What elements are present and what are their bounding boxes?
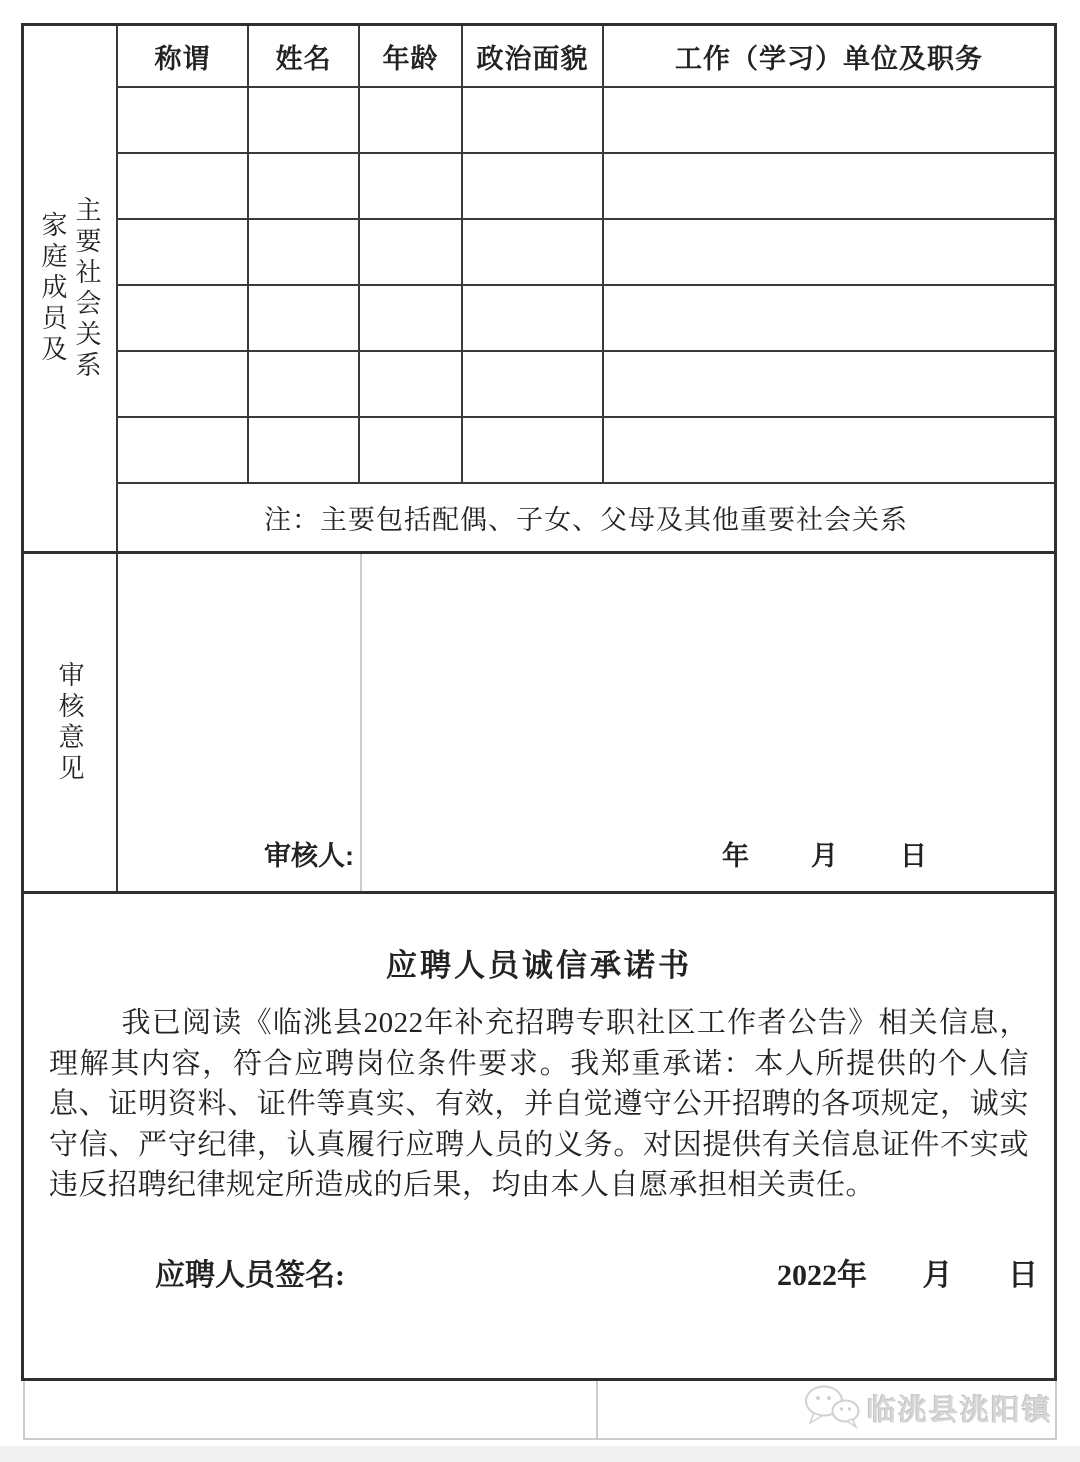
signature-year-label: 2022年 <box>777 1258 867 1292</box>
family-empty-cell <box>118 88 247 152</box>
review-section <box>24 554 1054 894</box>
review-left-area <box>118 554 362 891</box>
review-month-label: 月 <box>811 841 838 871</box>
page-bottom-shade <box>0 1446 1080 1462</box>
family-empty-cell <box>463 154 602 218</box>
reviewer-label: 审核人: <box>264 841 354 871</box>
family-empty-cell <box>604 418 1054 482</box>
family-empty-cell <box>249 352 358 416</box>
review-row-label: 审核意见 <box>55 660 85 785</box>
family-empty-cell <box>604 286 1054 350</box>
family-row-label <box>36 196 104 382</box>
application-form-table <box>21 23 1057 1381</box>
review-row-label-cell <box>24 554 118 891</box>
family-empty-cell <box>360 220 461 284</box>
signature-label: 应聘人员签名: <box>155 1258 345 1292</box>
family-empty-cell <box>604 88 1054 152</box>
header-political-status: 政治面貌 <box>463 26 602 86</box>
footer-divider <box>596 1381 598 1438</box>
family-empty-cell <box>463 418 602 482</box>
review-year-label: 年 <box>722 841 749 871</box>
wechat-icon <box>803 1383 861 1434</box>
family-grid <box>118 26 1054 551</box>
family-row-label-line-2: 主要社会关系 <box>72 195 102 382</box>
header-title: 称谓 <box>118 26 247 86</box>
family-empty-cell <box>360 352 461 416</box>
family-note: 注：主要包括配偶、子女、父母及其他重要社会关系 <box>118 484 1054 551</box>
family-empty-cell <box>118 154 247 218</box>
family-empty-cell <box>249 220 358 284</box>
family-empty-cell <box>249 418 358 482</box>
watermark <box>803 1383 1053 1434</box>
family-empty-cell <box>249 286 358 350</box>
family-empty-cell <box>360 88 461 152</box>
family-empty-cell <box>604 352 1054 416</box>
family-empty-cell <box>249 88 358 152</box>
family-empty-cell <box>463 286 602 350</box>
family-empty-cell <box>463 352 602 416</box>
commitment-title: 应聘人员诚信承诺书 <box>386 948 692 983</box>
family-section <box>24 26 1054 554</box>
commitment-body: 我已阅读《临洮县2022年补充招聘专职社区工作者公告》相关信息，理解其内容，符合应聘岗位条件要求。我郑重承诺：本人所提供的个人信息、证明资料、证件等真实、有效，并自觉遵守公开招聘的各项规定，诚实守信、严守纪律，认真履行应聘人员的义务。对因提供有关信息证件不实或违反招聘纪律规定所造成的后果，均由本人自愿承担相关责任。 <box>49 1007 1029 1201</box>
family-row-label-cell <box>24 26 118 551</box>
signature-month-label: 月 <box>922 1258 953 1292</box>
family-row-label-line-1: 家庭成员及 <box>38 211 68 366</box>
family-empty-cell <box>463 88 602 152</box>
family-empty-cell <box>249 154 358 218</box>
family-empty-cell <box>604 154 1054 218</box>
review-day-label: 日 <box>900 841 927 871</box>
watermark-text: 临洮县洮阳镇 <box>866 1395 1053 1427</box>
review-date-area <box>362 554 1054 891</box>
header-age: 年龄 <box>360 26 461 86</box>
footer-row <box>23 1381 1057 1440</box>
family-empty-cell <box>463 220 602 284</box>
family-empty-cell <box>360 418 461 482</box>
signature-day-label: 日 <box>1008 1258 1038 1292</box>
commitment-section <box>24 894 1054 1378</box>
family-empty-cell <box>118 220 247 284</box>
family-empty-cell <box>360 286 461 350</box>
signature-row <box>24 1250 1054 1294</box>
family-empty-cell <box>118 286 247 350</box>
family-empty-cell <box>118 418 247 482</box>
review-content <box>118 554 1054 891</box>
header-name: 姓名 <box>249 26 358 86</box>
header-work-unit: 工作（学习）单位及职务 <box>604 26 1054 86</box>
family-empty-cell <box>360 154 461 218</box>
signature-date <box>777 1250 1038 1294</box>
family-empty-cell <box>604 220 1054 284</box>
family-empty-cell <box>118 352 247 416</box>
